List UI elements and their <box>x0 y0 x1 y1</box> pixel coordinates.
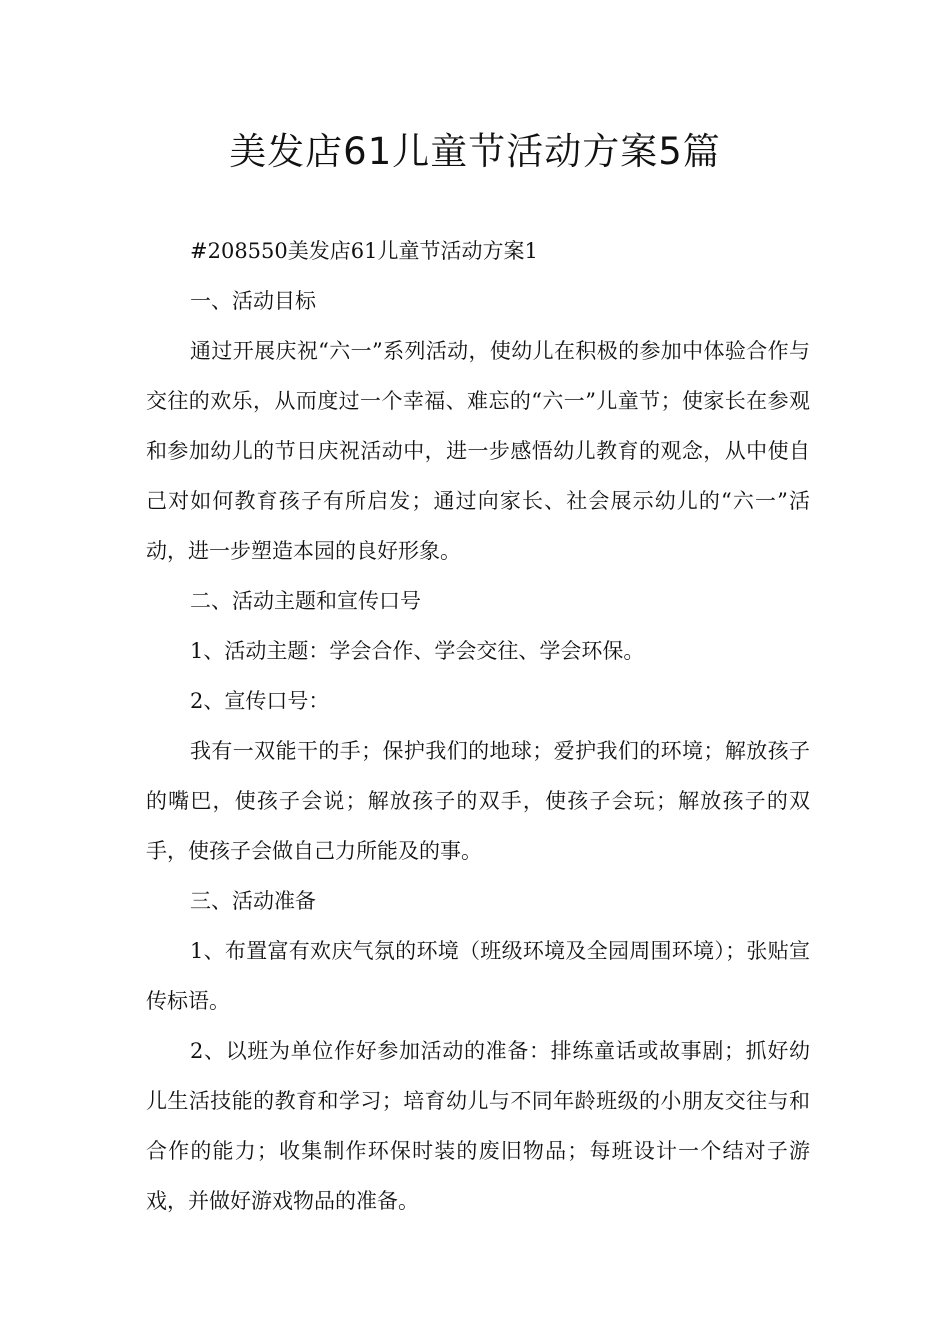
document-title: 美发店61儿童节活动方案5篇 <box>229 130 721 173</box>
slogan-item: 2、宣传口号： <box>190 689 330 713</box>
section-heading-theme: 二、活动主题和宣传口号 <box>190 589 421 613</box>
document-label: #208550美发店61儿童节活动方案1 <box>190 239 538 263</box>
goals-paragraph: 通过开展庆祝“六一”系列活动，使幼儿在积极的参加中体验合作与交往的欢乐，从而度过一个幸福、难忘的“六一”儿童节；使家长在参观和参加幼儿的节日庆祝活动中，进一步感悟幼儿教育的观念，从中使自己对如何教育孩子有所启发；通过向家长、社会展示幼儿的“六一”活动，进一步塑造本园的良好形象。 <box>146 339 810 563</box>
theme-item: 1、活动主题：学会合作、学会交往、学会环保。 <box>190 639 645 663</box>
slogan-paragraph: 我有一双能干的手；保护我们的地球；爱护我们的环境；解放孩子的嘴巴，使孩子会说；解放孩子的双手，使孩子会玩；解放孩子的双手，使孩子会做自己力所能及的事。 <box>146 739 810 863</box>
section-heading-goals: 一、活动目标 <box>190 289 316 313</box>
preparation-item-1: 1、布置富有欢庆气氛的环境（班级环境及全园周围环境）；张贴宣传标语。 <box>146 939 810 1013</box>
preparation-item-2: 2、以班为单位作好参加活动的准备：排练童话或故事剧；抓好幼儿生活技能的教育和学习；培育幼儿与不同年龄班级的小朋友交往与和合作的能力；收集制作环保时装的废旧物品；每班设计一个结对子游戏，并做好游戏物品的准备。 <box>146 1039 810 1213</box>
section-heading-preparation: 三、活动准备 <box>190 889 316 913</box>
document-body <box>146 226 810 1226</box>
